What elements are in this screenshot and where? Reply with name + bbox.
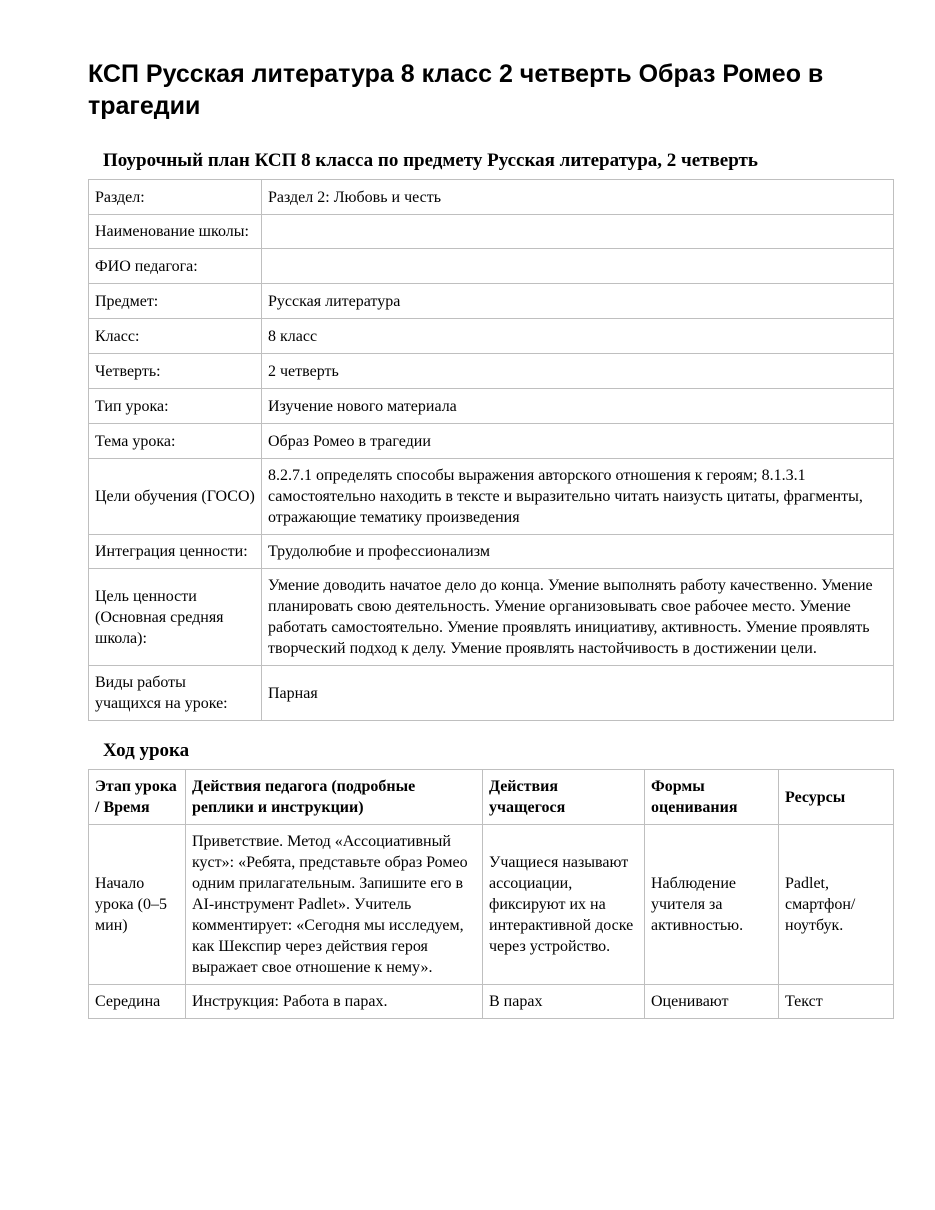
info-label: Интеграция ценности: [89, 535, 262, 569]
info-label: Класс: [89, 319, 262, 354]
info-label: Цель ценности (Основная средняя школа): [89, 569, 262, 666]
info-row [89, 569, 894, 666]
info-row [89, 424, 894, 459]
column-header-student-actions: Действия учащегося [483, 770, 645, 825]
info-label: ФИО педагога: [89, 249, 262, 284]
column-header-resources: Ресурсы [779, 770, 894, 825]
student-actions-cell: Учащиеся называют ассоциации, фиксируют их на интерактивной доске через устройство. [483, 825, 645, 985]
info-label: Виды работы учащихся на уроке: [89, 666, 262, 721]
info-row [89, 459, 894, 535]
info-label: Раздел: [89, 180, 262, 215]
info-value: Трудолюбие и профессионализм [262, 535, 894, 569]
lesson-flow-heading: Ход урока [103, 740, 190, 761]
stage-cell: Начало урока (0–5 мин) [89, 825, 186, 985]
info-value [262, 249, 894, 284]
info-value: Парная [262, 666, 894, 721]
info-row [89, 535, 894, 569]
info-value: Раздел 2: Любовь и честь [262, 180, 894, 215]
info-value: Умение доводить начатое дело до конца. Умение выполнять работу качественно. Умение планировать свою деятельность. Умение организовывать свое рабочее место. Умение работать самостоятельно. Умение проявлять инициативу, активность. Умение проявлять творческий подход к делу. Умение проявлять настойчивость в достижении цели. [262, 569, 894, 666]
info-row [89, 666, 894, 721]
info-value [262, 215, 894, 249]
info-value: Русская литература [262, 284, 894, 319]
info-row [89, 249, 894, 284]
column-header-teacher-actions: Действия педагога (подробные реплики и инструкции) [186, 770, 483, 825]
info-value: Изучение нового материала [262, 389, 894, 424]
assessment-cell: Оценивают [645, 985, 779, 1019]
info-label: Наименование школы: [89, 215, 262, 249]
table-row [89, 985, 894, 1019]
lesson-flow-table [88, 769, 894, 1019]
info-row [89, 180, 894, 215]
resources-cell: Текст [779, 985, 894, 1019]
info-row [89, 319, 894, 354]
plan-heading: Поурочный план КСП 8 класса по предмету Русская литература, 2 четверть [103, 150, 758, 171]
info-row [89, 284, 894, 319]
lesson-header-row [89, 770, 894, 825]
info-label: Тема урока: [89, 424, 262, 459]
column-header-assessment: Формы оценивания [645, 770, 779, 825]
lesson-info-table [88, 179, 894, 721]
info-value: 8.2.7.1 определять способы выражения авторского отношения к героям; 8.1.3.1 самостоятельно находить в тексте и выразительно читать наизусть цитаты, фрагменты, отражающие тематику произведения [262, 459, 894, 535]
info-row [89, 389, 894, 424]
assessment-cell: Наблюдение учителя за активностью. [645, 825, 779, 985]
column-header-stage: Этап урока / Время [89, 770, 186, 825]
info-row [89, 215, 894, 249]
resources-cell: Padlet, смартфон/ноутбук. [779, 825, 894, 985]
teacher-actions-cell: Инструкция: Работа в парах. [186, 985, 483, 1019]
teacher-actions-cell: Приветствие. Метод «Ассоциативный куст»: «Ребята, представьте образ Ромео одним прилагательным. Запишите его в AI-инструмент Padlet». Учитель комментирует: «Сегодня мы исследуем, как Шекспир через действия героя выражает свое отношение к нему». [186, 825, 483, 985]
info-value: 2 четверть [262, 354, 894, 389]
info-label: Тип урока: [89, 389, 262, 424]
table-row [89, 825, 894, 985]
info-label: Предмет: [89, 284, 262, 319]
info-value: Образ Ромео в трагедии [262, 424, 894, 459]
document-page [88, 58, 893, 1019]
info-row [89, 354, 894, 389]
document-title: КСП Русская литература 8 класс 2 четверть Образ Ромео в трагедии [88, 60, 824, 120]
info-label: Цели обучения (ГОСО) [89, 459, 262, 535]
student-actions-cell: В парах [483, 985, 645, 1019]
info-value: 8 класс [262, 319, 894, 354]
stage-cell: Середина [89, 985, 186, 1019]
info-label: Четверть: [89, 354, 262, 389]
